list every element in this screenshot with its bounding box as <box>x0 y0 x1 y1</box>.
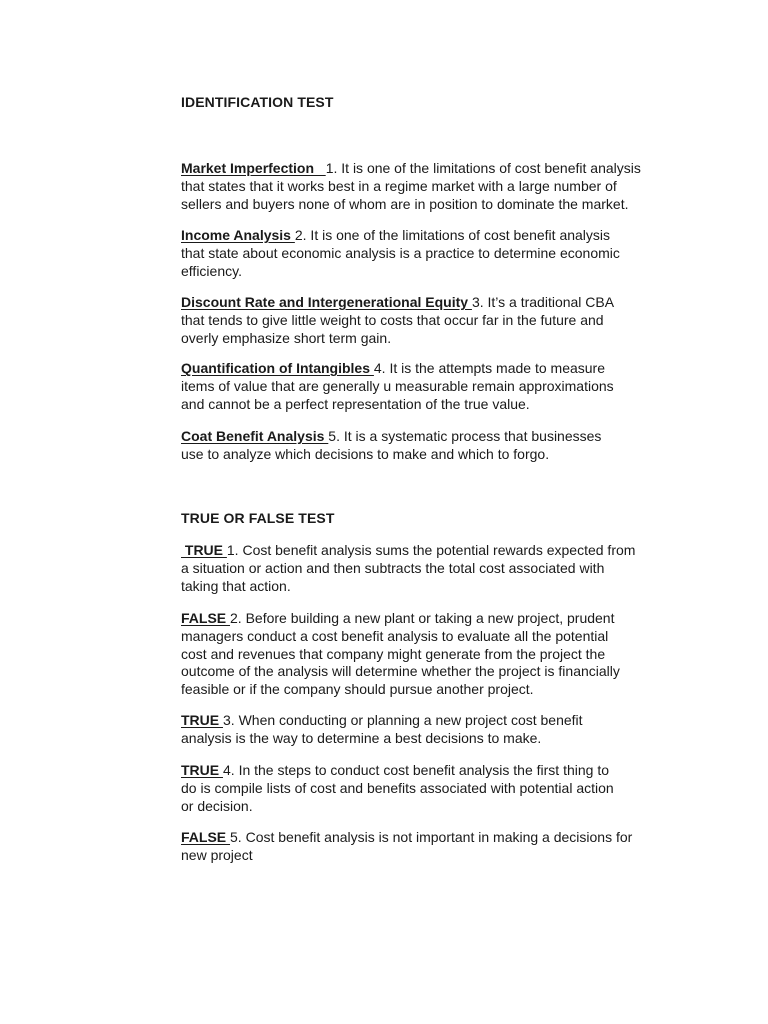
true-false-item-1 <box>181 542 681 595</box>
question-text: 2. Before building a new plant or taking a new project, prudent managers conduct a cost benefit analysis to evaluate all the potential cost and revenues that company might generate from the project the outcome of the analysis will determine whether the project is financially feasible or if the company should pursue another project. <box>181 610 620 698</box>
answer: Income Analysis <box>181 227 295 243</box>
question-text: 2. It is one of the limitations of cost benefit analysis that state about economic analysis is a practice to determine economic efficiency. <box>181 227 620 279</box>
answer: TRUE <box>181 712 223 728</box>
question-text: 4. It is the attempts made to measure items of value that are generally u measurable remain approximations and cannot be a perfect representation of the true value. <box>181 360 614 412</box>
question-text: 4. In the steps to conduct cost benefit analysis the first thing to do is compile lists of cost and benefits associated with potential action or decision. <box>181 762 614 814</box>
question-text: 1. Cost benefit analysis sums the potential rewards expected from a situation or action and then subtracts the total cost associated with taking that action. <box>181 542 636 594</box>
identification-item-1 <box>181 160 681 213</box>
true-false-item-5 <box>181 829 681 865</box>
true-false-item-2 <box>181 610 681 699</box>
answer: Quantification of Intangibles <box>181 360 374 376</box>
answer: TRUE <box>181 542 227 558</box>
identification-heading: IDENTIFICATION TEST <box>181 94 334 110</box>
true-false-item-4 <box>181 762 681 815</box>
answer: FALSE <box>181 610 231 626</box>
question-text: 5. It is a systematic process that businesses use to analyze which decisions to make and which to forgo. <box>181 428 602 462</box>
answer: Discount Rate and Intergenerational Equity <box>181 294 472 310</box>
answer: Market Imperfection <box>181 160 326 176</box>
question-text: 5. Cost benefit analysis is not important in making a decisions for new project <box>181 829 633 863</box>
answer: TRUE <box>181 762 223 778</box>
question-text: 1. It is one of the limitations of cost benefit analysis that states that it works best in a regime market with a large number of sellers and buyers none of whom are in position to dominate the market. <box>181 160 641 212</box>
true-false-item-3 <box>181 712 681 748</box>
identification-item-5 <box>181 428 681 464</box>
identification-item-4 <box>181 360 681 413</box>
identification-item-3 <box>181 294 681 347</box>
question-text: 3. When conducting or planning a new project cost benefit analysis is the way to determine a best decisions to make. <box>181 712 583 746</box>
identification-item-2 <box>181 227 681 280</box>
answer: FALSE <box>181 829 231 845</box>
question-text: 3. It’s a traditional CBA that tends to give little weight to costs that occur far in the future and overly emphasize short term gain. <box>181 294 615 346</box>
answer: Coat Benefit Analysis <box>181 428 329 444</box>
true-false-heading: TRUE OR FALSE TEST <box>181 510 335 526</box>
